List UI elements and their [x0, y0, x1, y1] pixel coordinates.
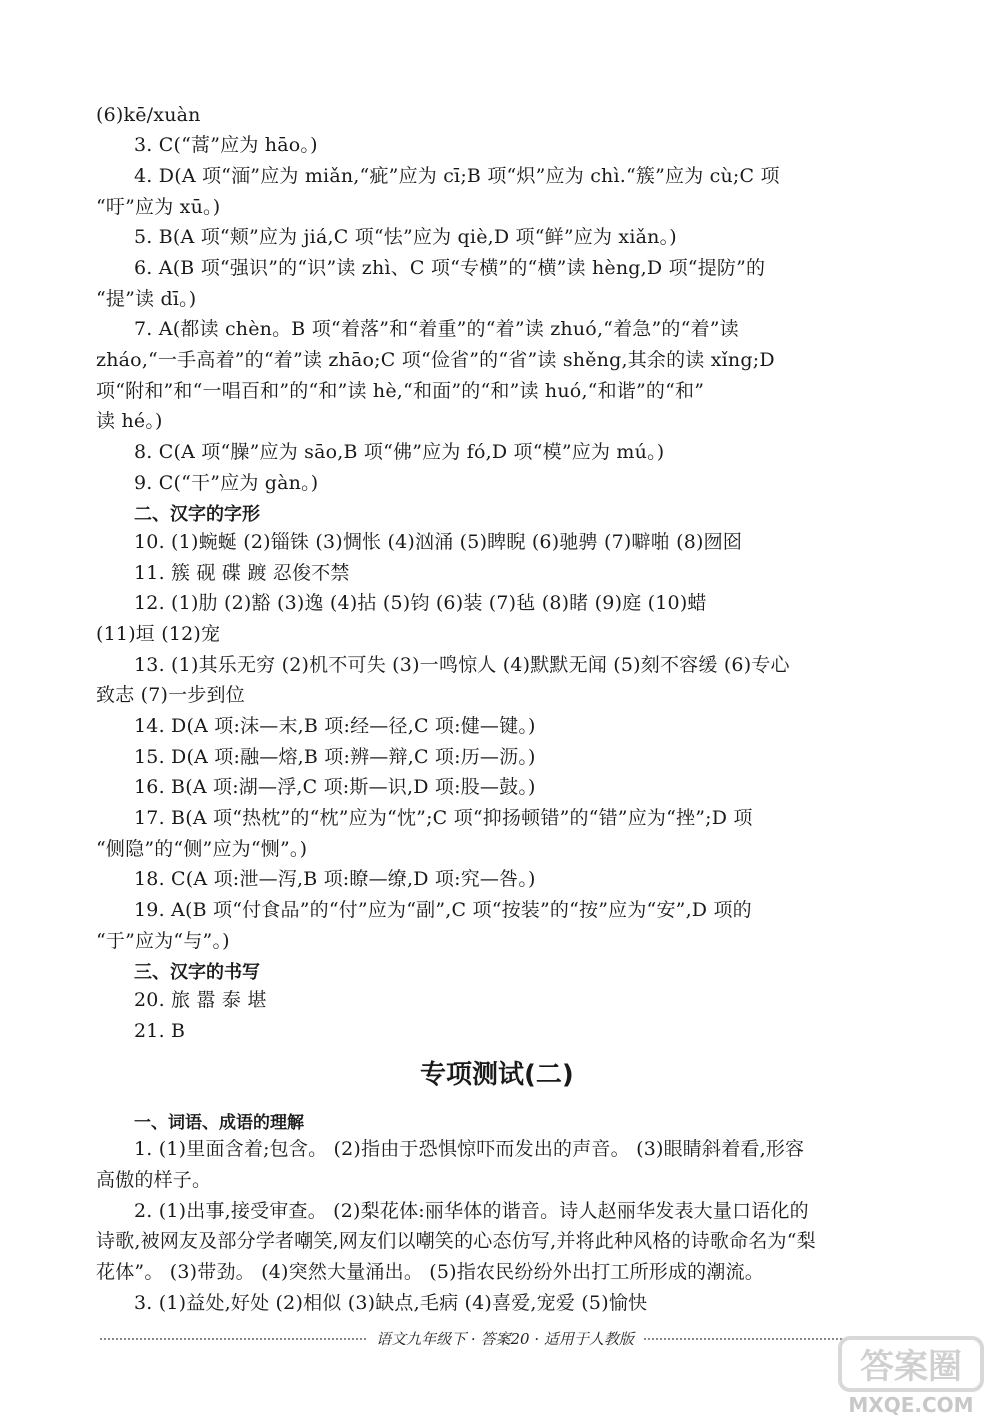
- answer-line: 9. C(“干”应为 gàn。): [134, 472, 319, 494]
- watermark-url: MXQE.COM: [848, 1393, 974, 1417]
- answer-line: 2. (1)出事,接受审查。 (2)梨花体:丽华体的谐音。诗人赵丽华发表大量口语化的: [134, 1200, 809, 1222]
- answer-line: zháo,“一手高着”的“着”读 zhāo;C 项“俭省”的“省”读 shěng,其余的读 xǐng;D: [96, 349, 775, 371]
- answer-line: “提”读 dī。): [96, 288, 197, 310]
- footer-text: 语文九年级下 · 答案20 · 适用于人教版: [376, 1330, 634, 1348]
- answer-line: 8. C(A 项“臊”应为 sāo,B 项“佛”应为 fó,D 项“模”应为 mú。): [134, 441, 665, 463]
- answer-line: 5. B(A 项“颊”应为 jiá,C 项“怯”应为 qiè,D 项“鲜”应为 xiǎn。): [134, 226, 677, 248]
- answer-line: 14. D(A 项:沫—末,B 项:经—径,C 项:健—键。): [134, 715, 536, 737]
- answer-line: 3. (1)益处,好处 (2)相似 (3)缺点,毛病 (4)喜爱,宠爱 (5)愉快: [134, 1292, 648, 1314]
- site-watermark: [836, 1334, 986, 1418]
- page-footer: [100, 1328, 910, 1349]
- answer-line: 20. 旅 嚣 泰 堪: [134, 989, 267, 1011]
- answer-line: 7. A(都读 chèn。B 项“着落”和“着重”的“着”读 zhuó,“着急”的“着”读: [134, 318, 739, 340]
- answer-line: 21. B: [134, 1020, 186, 1042]
- answer-line: 16. B(A 项:湖—浮,C 项:斯—识,D 项:股—鼓。): [134, 776, 536, 798]
- answer-line: 18. C(A 项:泄—泻,B 项:瞭—缭,D 项:究—咎。): [134, 868, 536, 890]
- answer-line: 4. D(A 项“湎”应为 miǎn,“疵”应为 cī;B 项“炽”应为 chì.“簇”应为 cù;C 项: [134, 165, 780, 187]
- answer-line: (11)垣 (12)宠: [96, 623, 221, 645]
- section-heading: 三、汉字的书写: [134, 962, 260, 983]
- watermark-logo-text: 答案圈: [860, 1347, 962, 1387]
- answer-line: “于”应为“与”。): [96, 930, 230, 952]
- answer-line: 6. A(B 项“强识”的“识”读 zhì、C 项“专横”的“横”读 hèng,D 项“提防”的: [134, 257, 766, 279]
- answer-line: 12. (1)肋 (2)豁 (3)逸 (4)拈 (5)钧 (6)装 (7)毡 (8)睹 (9)庭 (10)蜡: [134, 592, 707, 614]
- answer-line: “侧隐”的“侧”应为“恻”。): [96, 838, 308, 860]
- answer-line: 17. B(A 项“热枕”的“枕”应为“忱”;C 项“抑扬顿错”的“错”应为“挫”;D 项: [134, 807, 753, 829]
- answer-line: “吁”应为 xū。): [96, 196, 221, 218]
- answer-line: 11. 簇 砚 碟 踱 忍俊不禁: [134, 562, 350, 584]
- answer-line: 15. D(A 项:融—熔,B 项:辨—辩,C 项:历—沥。): [134, 746, 536, 768]
- answer-line: 高傲的样子。: [96, 1169, 212, 1191]
- answer-line: 致志 (7)一步到位: [96, 684, 245, 706]
- section-heading: 一、词语、成语的理解: [134, 1113, 304, 1133]
- answer-line: 1. (1)里面含着;包含。 (2)指由于恐惧惊吓而发出的声音。 (3)眼睛斜着看,形容: [134, 1138, 805, 1160]
- answer-line: (6)kē/xuàn: [96, 104, 201, 126]
- section-heading: 二、汉字的字形: [134, 504, 260, 525]
- answer-line: 诗歌,被网友及部分学者嘲笑,网友们以嘲笑的心态仿写,并将此种风格的诗歌命名为“梨: [96, 1230, 816, 1252]
- answer-line: 19. A(B 项“付食品”的“付”应为“副”,C 项“按装”的“按”应为“安”,D 项的: [134, 899, 752, 921]
- answer-line: 10. (1)蜿蜒 (2)锱铢 (3)惆怅 (4)汹涌 (5)睥睨 (6)驰骋 (7)噼啪 (8)囫囵: [134, 531, 743, 553]
- answer-line: 项“附和”和“一唱百和”的“和”读 hè,“和面”的“和”读 huó,“和谐”的“和”: [96, 380, 705, 402]
- answer-line: 花体”。 (3)带劲。 (4)突然大量涌出。 (5)指农民纷纷外出打工所形成的潮流。: [96, 1261, 764, 1283]
- page-title: 专项测试(二): [420, 1060, 574, 1090]
- answer-line: 13. (1)其乐无穷 (2)机不可失 (3)一鸣惊人 (4)默默无闻 (5)刻不容缓 (6)专心: [134, 654, 790, 676]
- footer-divider: [100, 1338, 366, 1340]
- answer-line: 读 hé。): [96, 410, 163, 432]
- answer-line: 3. C(“蒿”应为 hāo。): [134, 134, 318, 156]
